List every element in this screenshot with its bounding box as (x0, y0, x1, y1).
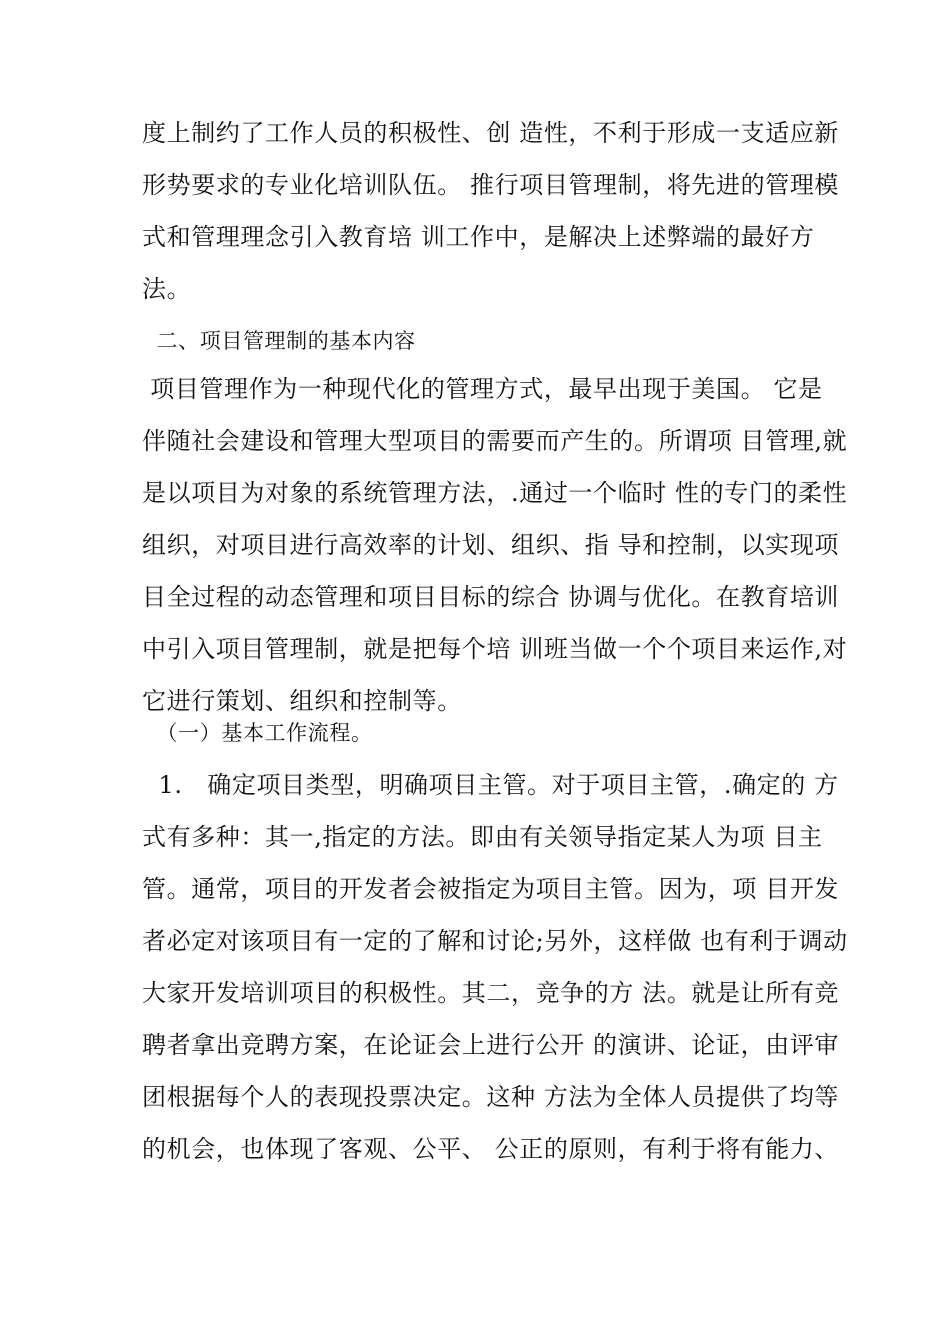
paragraph-line: 是以项目为对象的系统管理方法，.通过一个临时 性的专门的柔性 (142, 479, 848, 507)
paragraph-line: 形势要求的专业化培训队伍。 推行项目管理制，将先进的管理模 (142, 171, 840, 199)
paragraph-line: 团根据每个人的表现投票决定。这种 方法为全体人员提供了均等 (142, 1083, 840, 1111)
paragraph-line: 组织，对项目进行高效率的计划、组织、指 导和控制，以实现项 (142, 531, 840, 559)
paragraph-line: 聘者拿出竞聘方案，在论证会上进行公开 的演讲、论证，由评审 (142, 1031, 840, 1059)
paragraph-line: 中引入项目管理制，就是把每个培 训班当做一个个项目来运作,对 (142, 635, 848, 663)
paragraph-line: 度上制约了工作人员的积极性、创 造性，不利于形成一支适应新 (142, 119, 840, 147)
paragraph-line: 式和管理理念引入教育培 训工作中，是解决上述弊端的最好方 (142, 223, 815, 251)
section-heading: 二、项目管理制的基本内容 (142, 329, 416, 353)
paragraph-line: 项目管理作为一种现代化的管理方式，最早出现于美国。 它是 (142, 375, 823, 403)
paragraph-line: 目全过程的动态管理和项目目标的综合 协调与优化。在教育培训 (142, 583, 840, 611)
paragraph-line: 1. 确定项目类型，明确项目主管。对于项目主管，.确定的 方 (142, 771, 839, 799)
paragraph-line: 式有多种：其一,指定的方法。即由有关领导指定某人为项 目主 (142, 823, 823, 851)
paragraph-line: 的机会，也体现了客观、公平、 公正的原则，有利于将有能力、 (142, 1135, 840, 1163)
paragraph-line: 大家开发培训项目的积极性。其二，竞争的方 法。就是让所有竞 (142, 979, 840, 1007)
paragraph-line: 管。通常，项目的开发者会被指定为项目主管。因为，项 目开发 (142, 875, 840, 903)
paragraph-line: 它进行策划、组织和控制等。 (142, 687, 462, 715)
subsection-heading: （一）基本工作流程。 (142, 721, 373, 745)
paragraph-line: 伴随社会建设和管理大型项目的需要而产生的。所谓项 目管理,就 (142, 427, 848, 455)
paragraph-line: 法。 (142, 275, 192, 303)
paragraph-line: 者必定对该项目有一定的了解和讨论;另外，这样做 也有利于调动 (142, 927, 848, 955)
